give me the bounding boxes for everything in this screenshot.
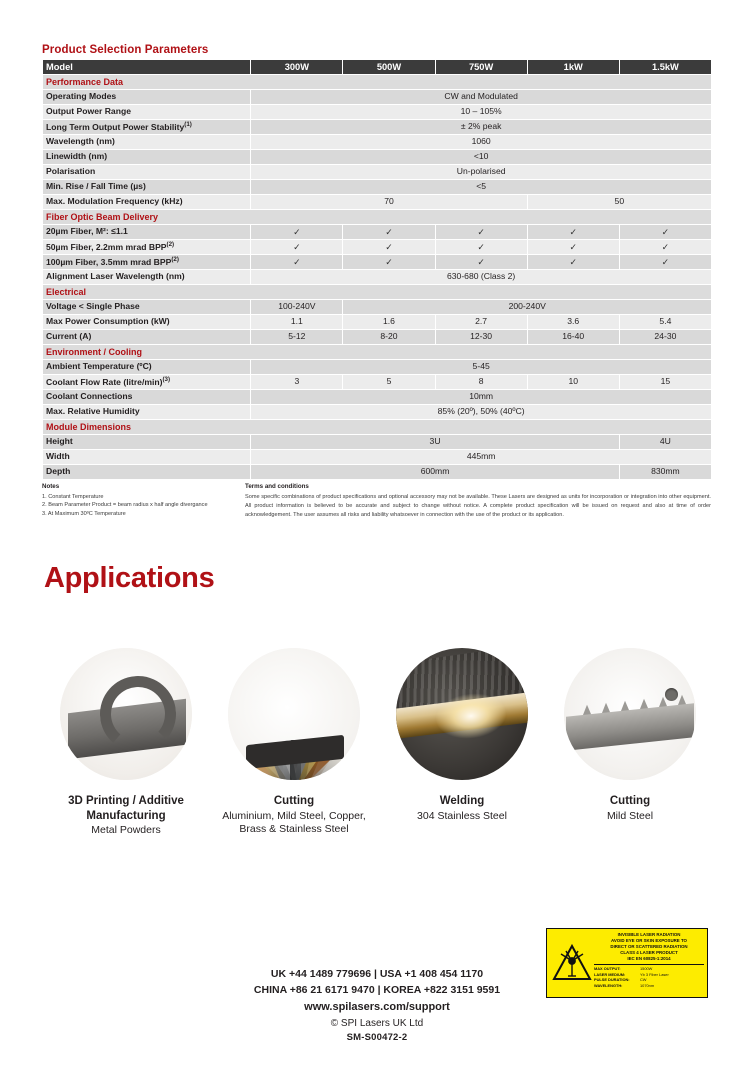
header-1-5kw: 1.5kW <box>619 60 711 75</box>
row-label: Min. Rise / Fall Time (µs) <box>43 180 251 195</box>
table-row <box>43 105 712 120</box>
footer <box>0 966 754 1046</box>
row-value-group: 70 <box>251 195 527 210</box>
warning-spec-key: PULSE DURATION: <box>594 977 630 983</box>
row-label <box>43 240 251 255</box>
footer-copyright: © SPI Lasers UK Ltd <box>330 1017 424 1029</box>
table-row <box>43 330 712 345</box>
footnote-marker: (2) <box>166 241 175 249</box>
section-header-row <box>43 75 712 90</box>
row-value: 3.6 <box>527 315 619 330</box>
row-value: 3 <box>251 375 343 390</box>
check-icon: ✓ <box>343 225 435 240</box>
application-name: Cutting <box>609 795 651 807</box>
table-row <box>43 165 712 180</box>
notes-block <box>42 482 237 519</box>
section-header-row <box>43 345 712 360</box>
row-value-group: 3U <box>251 435 620 450</box>
section-electrical: Electrical <box>43 285 712 300</box>
row-label-text: Coolant Flow Rate (litre/min) <box>46 376 163 387</box>
footnote-marker: (1) <box>184 121 192 129</box>
row-value: 5.4 <box>619 315 711 330</box>
row-label-text: 100µm Fiber, 3.5mm mrad BPP <box>46 256 172 267</box>
table-row <box>43 120 712 135</box>
table-row <box>43 180 712 195</box>
row-value-span: CW and Modulated <box>251 90 712 105</box>
notes-heading: Notes <box>42 483 60 490</box>
row-label: Wavelength (nm) <box>43 135 251 150</box>
row-label: Max. Relative Humidity <box>43 405 251 420</box>
row-value: 12-30 <box>435 330 527 345</box>
table-row <box>43 405 712 420</box>
row-label: Height <box>43 435 251 450</box>
warning-spec-value: 1500W <box>640 965 653 971</box>
row-value: 8 <box>435 375 527 390</box>
table-row <box>43 90 712 105</box>
section-header-row <box>43 285 712 300</box>
footer-contact-line-1: UK +44 1489 779696 | USA +1 408 454 1170 <box>270 968 484 980</box>
application-subtitle: Mild Steel <box>606 809 654 822</box>
section-performance-data: Performance Data <box>43 75 712 90</box>
terms-heading: Terms and conditions <box>245 483 309 490</box>
row-value: 5-12 <box>251 330 343 345</box>
row-label <box>43 120 251 135</box>
footnote-marker: (2) <box>171 256 179 264</box>
footnote-marker: (3) <box>162 376 171 384</box>
application-card-cutting-mild-steel <box>546 648 714 838</box>
row-label: Polarisation <box>43 165 251 180</box>
check-icon: ✓ <box>343 255 435 270</box>
check-icon: ✓ <box>527 225 619 240</box>
table-row <box>43 465 712 480</box>
warning-spec-value: CW <box>640 977 647 983</box>
row-label: Depth <box>43 465 251 480</box>
section-module-dimensions: Module Dimensions <box>43 420 712 435</box>
header-750w: 750W <box>435 60 527 75</box>
row-value-group: 50 <box>527 195 711 210</box>
warning-line-1: INVISIBLE LASER RADIATION <box>617 932 681 937</box>
table-header-row <box>43 60 712 75</box>
cutting-samples-photo <box>228 648 360 780</box>
check-icon: ✓ <box>251 255 343 270</box>
row-label: Alignment Laser Wavelength (nm) <box>43 270 251 285</box>
table-row <box>43 195 712 210</box>
spec-table-title: Product Selection Parameters <box>42 44 209 56</box>
row-value: 1.1 <box>251 315 343 330</box>
check-icon: ✓ <box>251 240 343 255</box>
check-icon: ✓ <box>251 225 343 240</box>
table-row <box>43 240 712 255</box>
row-label: Width <box>43 450 251 465</box>
welding-seam-photo <box>396 648 528 780</box>
row-label-text: 50µm Fiber, 2.2mm mrad BPP <box>46 241 167 252</box>
warning-spec-key: WAVELENGTH: <box>594 983 623 989</box>
check-icon: ✓ <box>435 255 527 270</box>
check-icon: ✓ <box>619 255 711 270</box>
row-value-span: 10mm <box>251 390 712 405</box>
application-subtitle: 304 Stainless Steel <box>417 809 507 822</box>
application-subtitle: Aluminium, Mild Steel, Copper, Brass & Stainless Steel <box>222 809 366 836</box>
spec-table <box>42 59 712 480</box>
footer-document-code: SM-S00472-2 <box>346 1032 408 1044</box>
application-card-additive-manufacturing <box>42 648 210 838</box>
application-name: 3D Printing / Additive Manufacturing <box>68 795 184 822</box>
header-1kw: 1kW <box>527 60 619 75</box>
row-value: 1.6 <box>343 315 435 330</box>
application-card-cutting-samples <box>210 648 378 838</box>
applications-row <box>42 648 714 838</box>
table-row <box>43 300 712 315</box>
table-row <box>43 270 712 285</box>
check-icon: ✓ <box>435 240 527 255</box>
row-value-span: 85% (20º), 50% (40ºC) <box>251 405 712 420</box>
footer-website-link[interactable]: www.spilasers.com/support <box>304 1000 450 1013</box>
row-value: 2.7 <box>435 315 527 330</box>
application-name: Welding <box>439 795 485 807</box>
row-value-span: 5-45 <box>251 360 712 375</box>
section-header-row <box>43 210 712 225</box>
note-line: 1. Constant Temperature <box>42 493 104 500</box>
cut-mild-steel-photo <box>564 648 696 780</box>
warning-heading <box>594 932 704 962</box>
warning-line-4: CLASS 4 LASER PRODUCT <box>620 949 678 955</box>
applications-title: Applications <box>44 562 215 594</box>
row-value: 10 <box>527 375 619 390</box>
check-icon: ✓ <box>619 225 711 240</box>
row-label: Ambient Temperature (ºC) <box>43 360 251 375</box>
section-header-row <box>43 420 712 435</box>
terms-body: Some specific combinations of product specifications and optional accessory may not be available. These Lasers are designed as units for incorporation or integration into other equipment. All product information is believed to be accurate and subject to change without notice. A complete product specification will be issued on request and also at time of order acknowledgement. The user assumes all risks and liability whatsoever in connection with the use of the product or its application. <box>245 493 711 518</box>
row-value-span: ± 2% peak <box>251 120 712 135</box>
header-model: Model <box>43 60 251 75</box>
row-value-span: 445mm <box>251 450 712 465</box>
row-value-group: 4U <box>619 435 711 450</box>
row-value: 8-20 <box>343 330 435 345</box>
check-icon: ✓ <box>343 240 435 255</box>
row-label-text: Long Term Output Power Stability <box>46 121 185 132</box>
check-icon: ✓ <box>435 225 527 240</box>
row-value-span: <10 <box>251 150 712 165</box>
check-icon: ✓ <box>527 255 619 270</box>
row-value: 24-30 <box>619 330 711 345</box>
row-value: 5 <box>343 375 435 390</box>
row-label: Max Power Consumption (kW) <box>43 315 251 330</box>
row-label: Output Power Range <box>43 105 251 120</box>
warning-spec-value: 1070nm <box>640 983 655 989</box>
check-icon: ✓ <box>619 240 711 255</box>
table-row <box>43 450 712 465</box>
row-value-group: 200-240V <box>343 300 712 315</box>
row-label: Current (A) <box>43 330 251 345</box>
row-label: Voltage < Single Phase <box>43 300 251 315</box>
row-label: Operating Modes <box>43 90 251 105</box>
warning-standard: IEC EN 60825-1:2014 <box>627 955 671 961</box>
divider <box>594 964 704 965</box>
footer-contact-line-2: CHINA +86 21 6171 9470 | KOREA +822 3151 9591 <box>253 984 501 997</box>
row-value-span: 1060 <box>251 135 712 150</box>
row-value-group: 830mm <box>619 465 711 480</box>
header-300w: 300W <box>251 60 343 75</box>
table-row <box>43 435 712 450</box>
warning-spec-key: LASER MEDIUM: <box>594 971 626 977</box>
application-card-welding <box>378 648 546 838</box>
terms-and-conditions-block <box>245 482 711 520</box>
row-value-span: Un-polarised <box>251 165 712 180</box>
table-row <box>43 135 712 150</box>
warning-line-3: DIRECT OR SCATTERED RADIATION <box>610 943 688 949</box>
row-value-span: 10 – 105% <box>251 105 712 120</box>
row-value-group: 100-240V <box>251 300 343 315</box>
warning-spec-key: MAX OUTPUT: <box>594 965 621 971</box>
warning-spec-value: Yb 3 Fiber Laser <box>640 971 669 977</box>
row-label: Max. Modulation Frequency (kHz) <box>43 195 251 210</box>
section-environment-cooling: Environment / Cooling <box>43 345 712 360</box>
application-subtitle: Metal Powders <box>91 824 161 837</box>
header-500w: 500W <box>343 60 435 75</box>
additive-manufacturing-photo <box>60 648 192 780</box>
row-value: 16-40 <box>527 330 619 345</box>
row-label <box>43 375 251 390</box>
warning-line-2: AVOID EYE OR SKIN EXPOSURE TO <box>611 937 687 943</box>
note-line: 2. Beam Parameter Product = beam radius x half angle divergance <box>42 502 208 509</box>
row-value-span: 630-680 (Class 2) <box>251 270 712 285</box>
table-row <box>43 360 712 375</box>
table-row <box>43 255 712 270</box>
row-label: Coolant Connections <box>43 390 251 405</box>
section-fiber-optic-beam-delivery: Fiber Optic Beam Delivery <box>43 210 712 225</box>
note-line: 3. At Maximum 30ºC Temperature <box>42 510 126 517</box>
table-row <box>43 315 712 330</box>
check-icon: ✓ <box>527 240 619 255</box>
table-row <box>43 375 712 390</box>
table-row <box>43 150 712 165</box>
row-label <box>43 255 251 270</box>
table-row <box>43 390 712 405</box>
application-name: Cutting <box>273 795 315 807</box>
table-row <box>43 225 712 240</box>
row-label: 20µm Fiber, M²: ≤1.1 <box>43 225 251 240</box>
row-label: Linewidth (nm) <box>43 150 251 165</box>
product-selection-parameters-section <box>42 44 712 480</box>
row-value-span: <5 <box>251 180 712 195</box>
row-value-group: 600mm <box>251 465 620 480</box>
row-value: 15 <box>619 375 711 390</box>
